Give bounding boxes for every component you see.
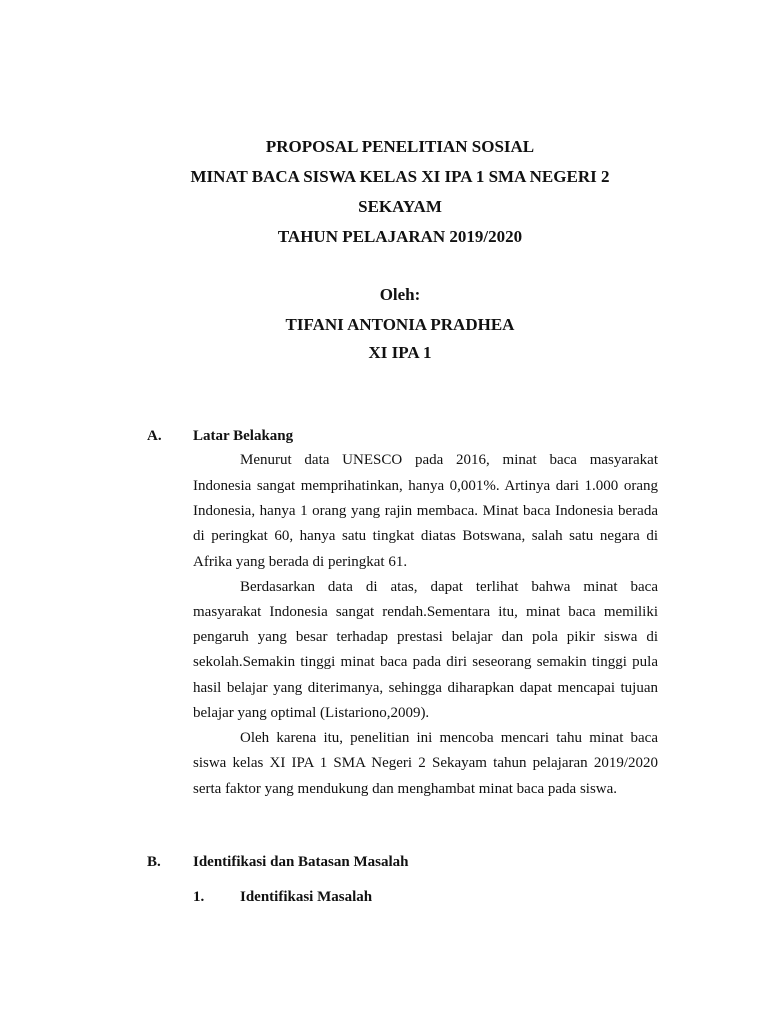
author-name: TIFANI ANTONIA PRADHEA	[285, 315, 515, 334]
paragraph-line: hasil belajar yang diterimanya, sehingga diharapkan dapat mencapai tujuan	[193, 680, 658, 696]
section-b-marker: B.	[147, 854, 161, 870]
subsection-heading: Identifikasi Masalah	[240, 889, 373, 905]
paragraph-line: Oleh karena itu, penelitian ini mencoba mencari tahu minat baca	[240, 730, 658, 746]
paragraph-line: di peringkat 60, hanya satu tingkat diatas Botswana, salah satu negara di	[193, 528, 658, 544]
title-line: MINAT BACA SISWA KELAS XI IPA 1 SMA NEGERI 2	[190, 167, 610, 186]
paragraph-line: belajar yang optimal (Listariono,2009).	[193, 705, 430, 721]
section-b-heading: Identifikasi dan Batasan Masalah	[193, 854, 409, 870]
section-a-marker: A.	[147, 428, 162, 444]
title-line: PROPOSAL PENELITIAN SOSIAL	[265, 137, 535, 156]
paragraph-line: masyarakat Indonesia sangat rendah.Sementara itu, minat baca memiliki	[193, 604, 658, 620]
paragraph-line: serta faktor yang mendukung dan menghambat minat baca pada siswa.	[193, 781, 618, 797]
subsection-marker: 1.	[193, 889, 205, 905]
paragraph-line: Indonesia, hanya 1 orang yang rajin membaca. Minat baca Indonesia berada	[193, 503, 658, 519]
paragraph-line: Menurut data UNESCO pada 2016, minat baca masyarakat	[240, 452, 658, 468]
paragraph-line: siswa kelas XI IPA 1 SMA Negeri 2 Sekayam tahun pelajaran 2019/2020	[193, 755, 658, 771]
paragraph-line: Indonesia sangat memprihatinkan, hanya 0,001%. Artinya dari 1.000 orang	[193, 478, 658, 494]
author-class: XI IPA 1	[368, 343, 432, 362]
title-line: SEKAYAM	[358, 197, 442, 216]
paragraph-line: Afrika yang berada di peringkat 61.	[193, 554, 408, 570]
paragraph-line: sekolah.Semakin tinggi minat baca pada diri seseorang semakin tinggi pula	[193, 654, 658, 670]
section-a-heading: Latar Belakang	[193, 428, 294, 444]
by-label: Oleh:	[379, 285, 421, 304]
title-line: TAHUN PELAJARAN 2019/2020	[277, 227, 523, 246]
paragraph-line: Berdasarkan data di atas, dapat terlihat bahwa minat baca	[240, 579, 658, 595]
paragraph-line: pengaruh yang besar terhadap prestasi belajar dan pola pikir siswa di	[193, 629, 658, 645]
